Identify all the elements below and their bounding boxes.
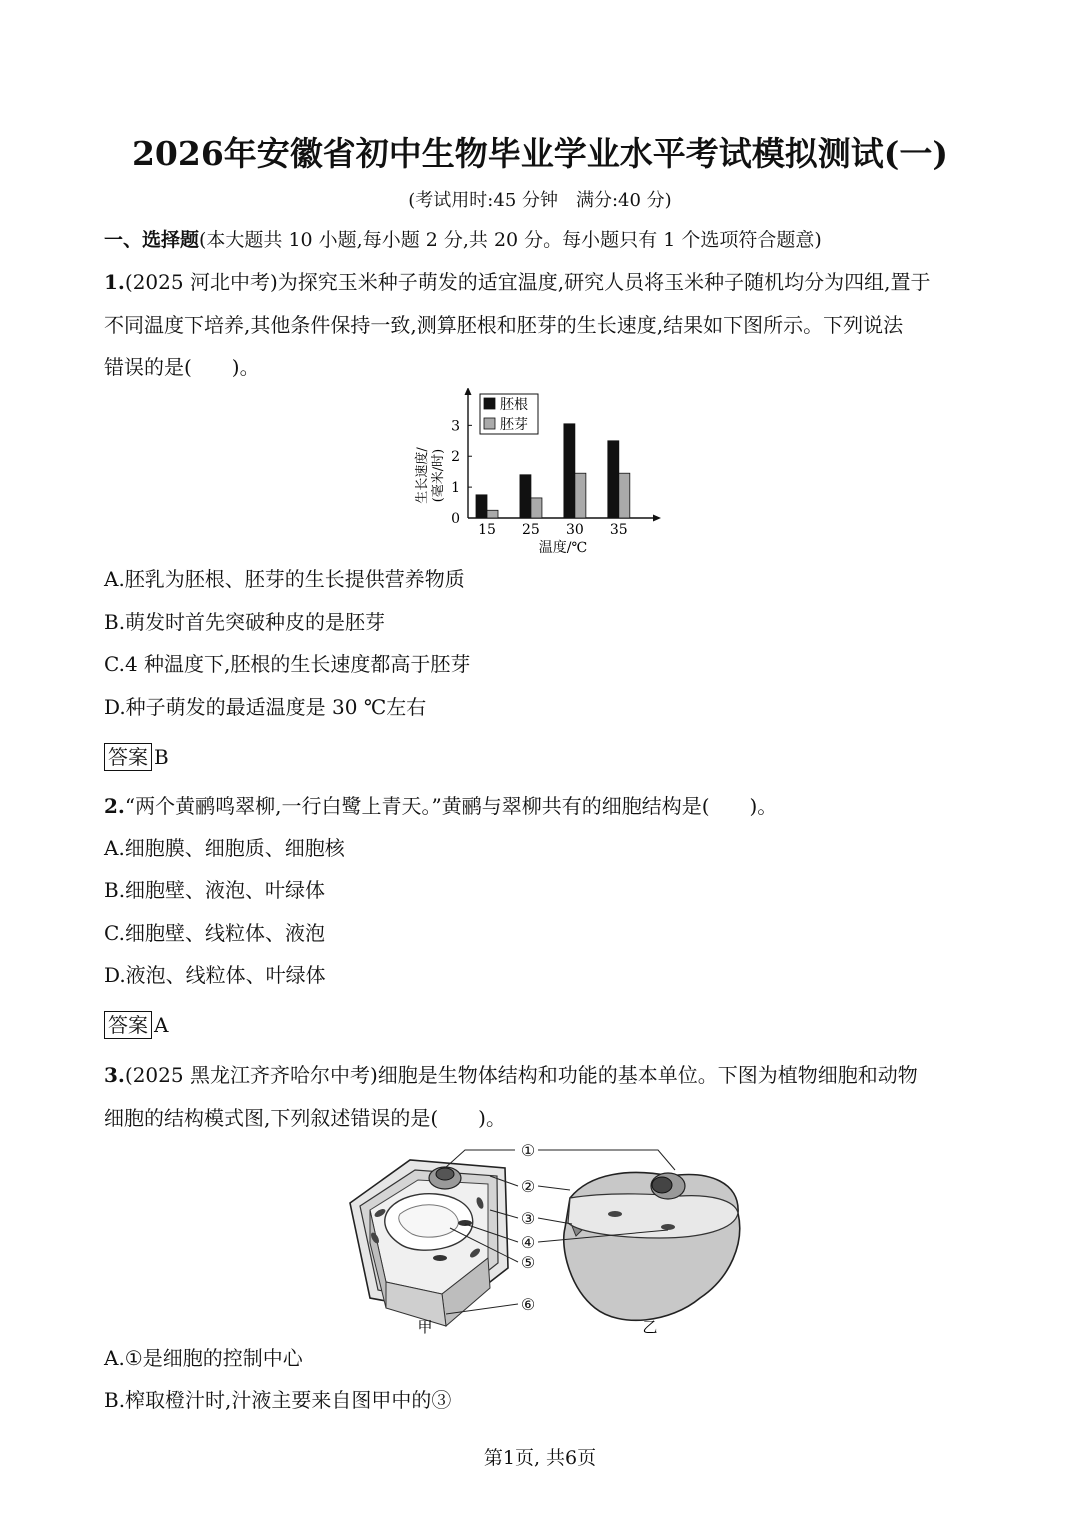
legend-label: 胚芽 — [500, 417, 528, 433]
q3-stem-line2: 细胞的结构模式图,下列叙述错误的是( )。 — [104, 1106, 506, 1130]
q3-option-a: A.①是细胞的控制中心 — [104, 1346, 303, 1370]
q1-stem-line1 — [104, 268, 980, 296]
q2-stem — [104, 792, 980, 820]
q1-text-1: (2025 河北中考)为探究玉米种子萌发的适宜温度,研究人员将玉米种子随机均分为四组,置于 — [124, 270, 931, 294]
x-axis-arrow — [653, 515, 661, 522]
animal-cell-figure — [564, 1172, 740, 1320]
x-tick-label: 35 — [609, 522, 628, 538]
q3-stem-line1 — [104, 1061, 980, 1089]
label-1: ① — [520, 1141, 536, 1160]
y-axis-unit-label: (毫米/时) — [431, 448, 446, 503]
x-tick-label: 30 — [565, 522, 584, 538]
q3-number: 3. — [104, 1063, 125, 1087]
label-3: ③ — [520, 1209, 536, 1228]
x-tick-label: 25 — [522, 522, 540, 538]
x-axis-label: 温度/℃ — [538, 540, 588, 556]
page-title: 2026年安徽省初中生物毕业学业水平考试模拟测试(一) — [131, 134, 949, 173]
bar-plumule — [619, 473, 630, 518]
q2-option-c: C.细胞壁、线粒体、液泡 — [104, 921, 325, 945]
y-tick-label: 3 — [451, 418, 460, 435]
section-note: (本大题共 10 小题,每小题 2 分,共 20 分。每小题只有 1 个选项符合题意) — [199, 229, 822, 251]
caption-yi: 乙 — [642, 1318, 658, 1336]
q2-answer — [104, 1011, 980, 1039]
q1-option-a: A.胚乳为胚根、胚芽的生长提供营养物质 — [104, 567, 465, 591]
bar-plumule — [575, 473, 586, 518]
q2-answer-value: A — [154, 1013, 169, 1037]
q1-answer — [104, 743, 980, 771]
label-4: ④ — [520, 1233, 536, 1252]
plant-cell-figure — [350, 1160, 508, 1326]
q3-text-1: (2025 黑龙江齐齐哈尔中考)细胞是生物体结构和功能的基本单位。下图为植物细胞和动物 — [124, 1063, 918, 1087]
label-2: ② — [520, 1177, 536, 1196]
exam-info: (考试用时:45 分钟 满分:40 分) — [408, 190, 672, 211]
q1-stem-line2: 不同温度下培养,其他条件保持一致,测算胚根和胚芽的生长速度,结果如下图所示。下列说法 — [104, 313, 904, 337]
caption-jia: 甲 — [417, 1318, 433, 1336]
q2-option-a: A.细胞膜、细胞质、细胞核 — [104, 836, 345, 860]
section-heading — [104, 226, 980, 254]
q3-option-b: B.榨取橙汁时,汁液主要来自图甲中的③ — [104, 1388, 452, 1412]
section-name: 一、选择题 — [104, 229, 200, 251]
y-axis-arrow — [465, 388, 472, 395]
y-tick-label: 2 — [451, 449, 460, 466]
answer-label: 答案 — [104, 1011, 152, 1039]
bar-radicle — [564, 424, 575, 518]
legend-swatch — [484, 398, 495, 409]
y-tick-label: 0 — [451, 511, 460, 527]
label-5: ⑤ — [520, 1253, 536, 1272]
q2-option-b: B.细胞壁、液泡、叶绿体 — [104, 878, 326, 902]
q1-option-b: B.萌发时首先突破种皮的是胚芽 — [104, 610, 386, 634]
legend-label: 胚根 — [500, 397, 528, 413]
y-axis-label: 生长速度/ — [415, 447, 430, 504]
y-tick-label: 1 — [451, 480, 460, 497]
growth-rate-bar-chart — [400, 388, 680, 558]
bar-radicle — [520, 475, 531, 518]
label-6: ⑥ — [520, 1295, 536, 1314]
bar-plumule — [487, 510, 498, 518]
q1-option-c: C.4 种温度下,胚根的生长速度都高于胚芽 — [104, 652, 471, 676]
q2-number: 2. — [104, 794, 125, 818]
bar-plumule — [531, 498, 542, 518]
cell-structure-diagram — [340, 1138, 760, 1338]
q2-text: “两个黄鹂鸣翠柳,一行白鹭上青天。”黄鹂与翠柳共有的细胞结构是( )。 — [124, 794, 778, 818]
answer-label: 答案 — [104, 743, 152, 771]
page-footer: 第1页, 共6页 — [483, 1447, 597, 1469]
q1-number: 1. — [104, 270, 125, 294]
q2-option-d: D.液泡、线粒体、叶绿体 — [104, 963, 326, 987]
q1-stem-line3: 错误的是( )。 — [104, 355, 260, 379]
x-tick-label: 15 — [478, 522, 496, 538]
legend-swatch — [484, 418, 495, 429]
q1-answer-value: B — [154, 745, 169, 769]
bar-radicle — [476, 495, 487, 518]
q1-option-d: D.种子萌发的最适温度是 30 ℃左右 — [104, 695, 427, 719]
bar-radicle — [608, 441, 619, 518]
